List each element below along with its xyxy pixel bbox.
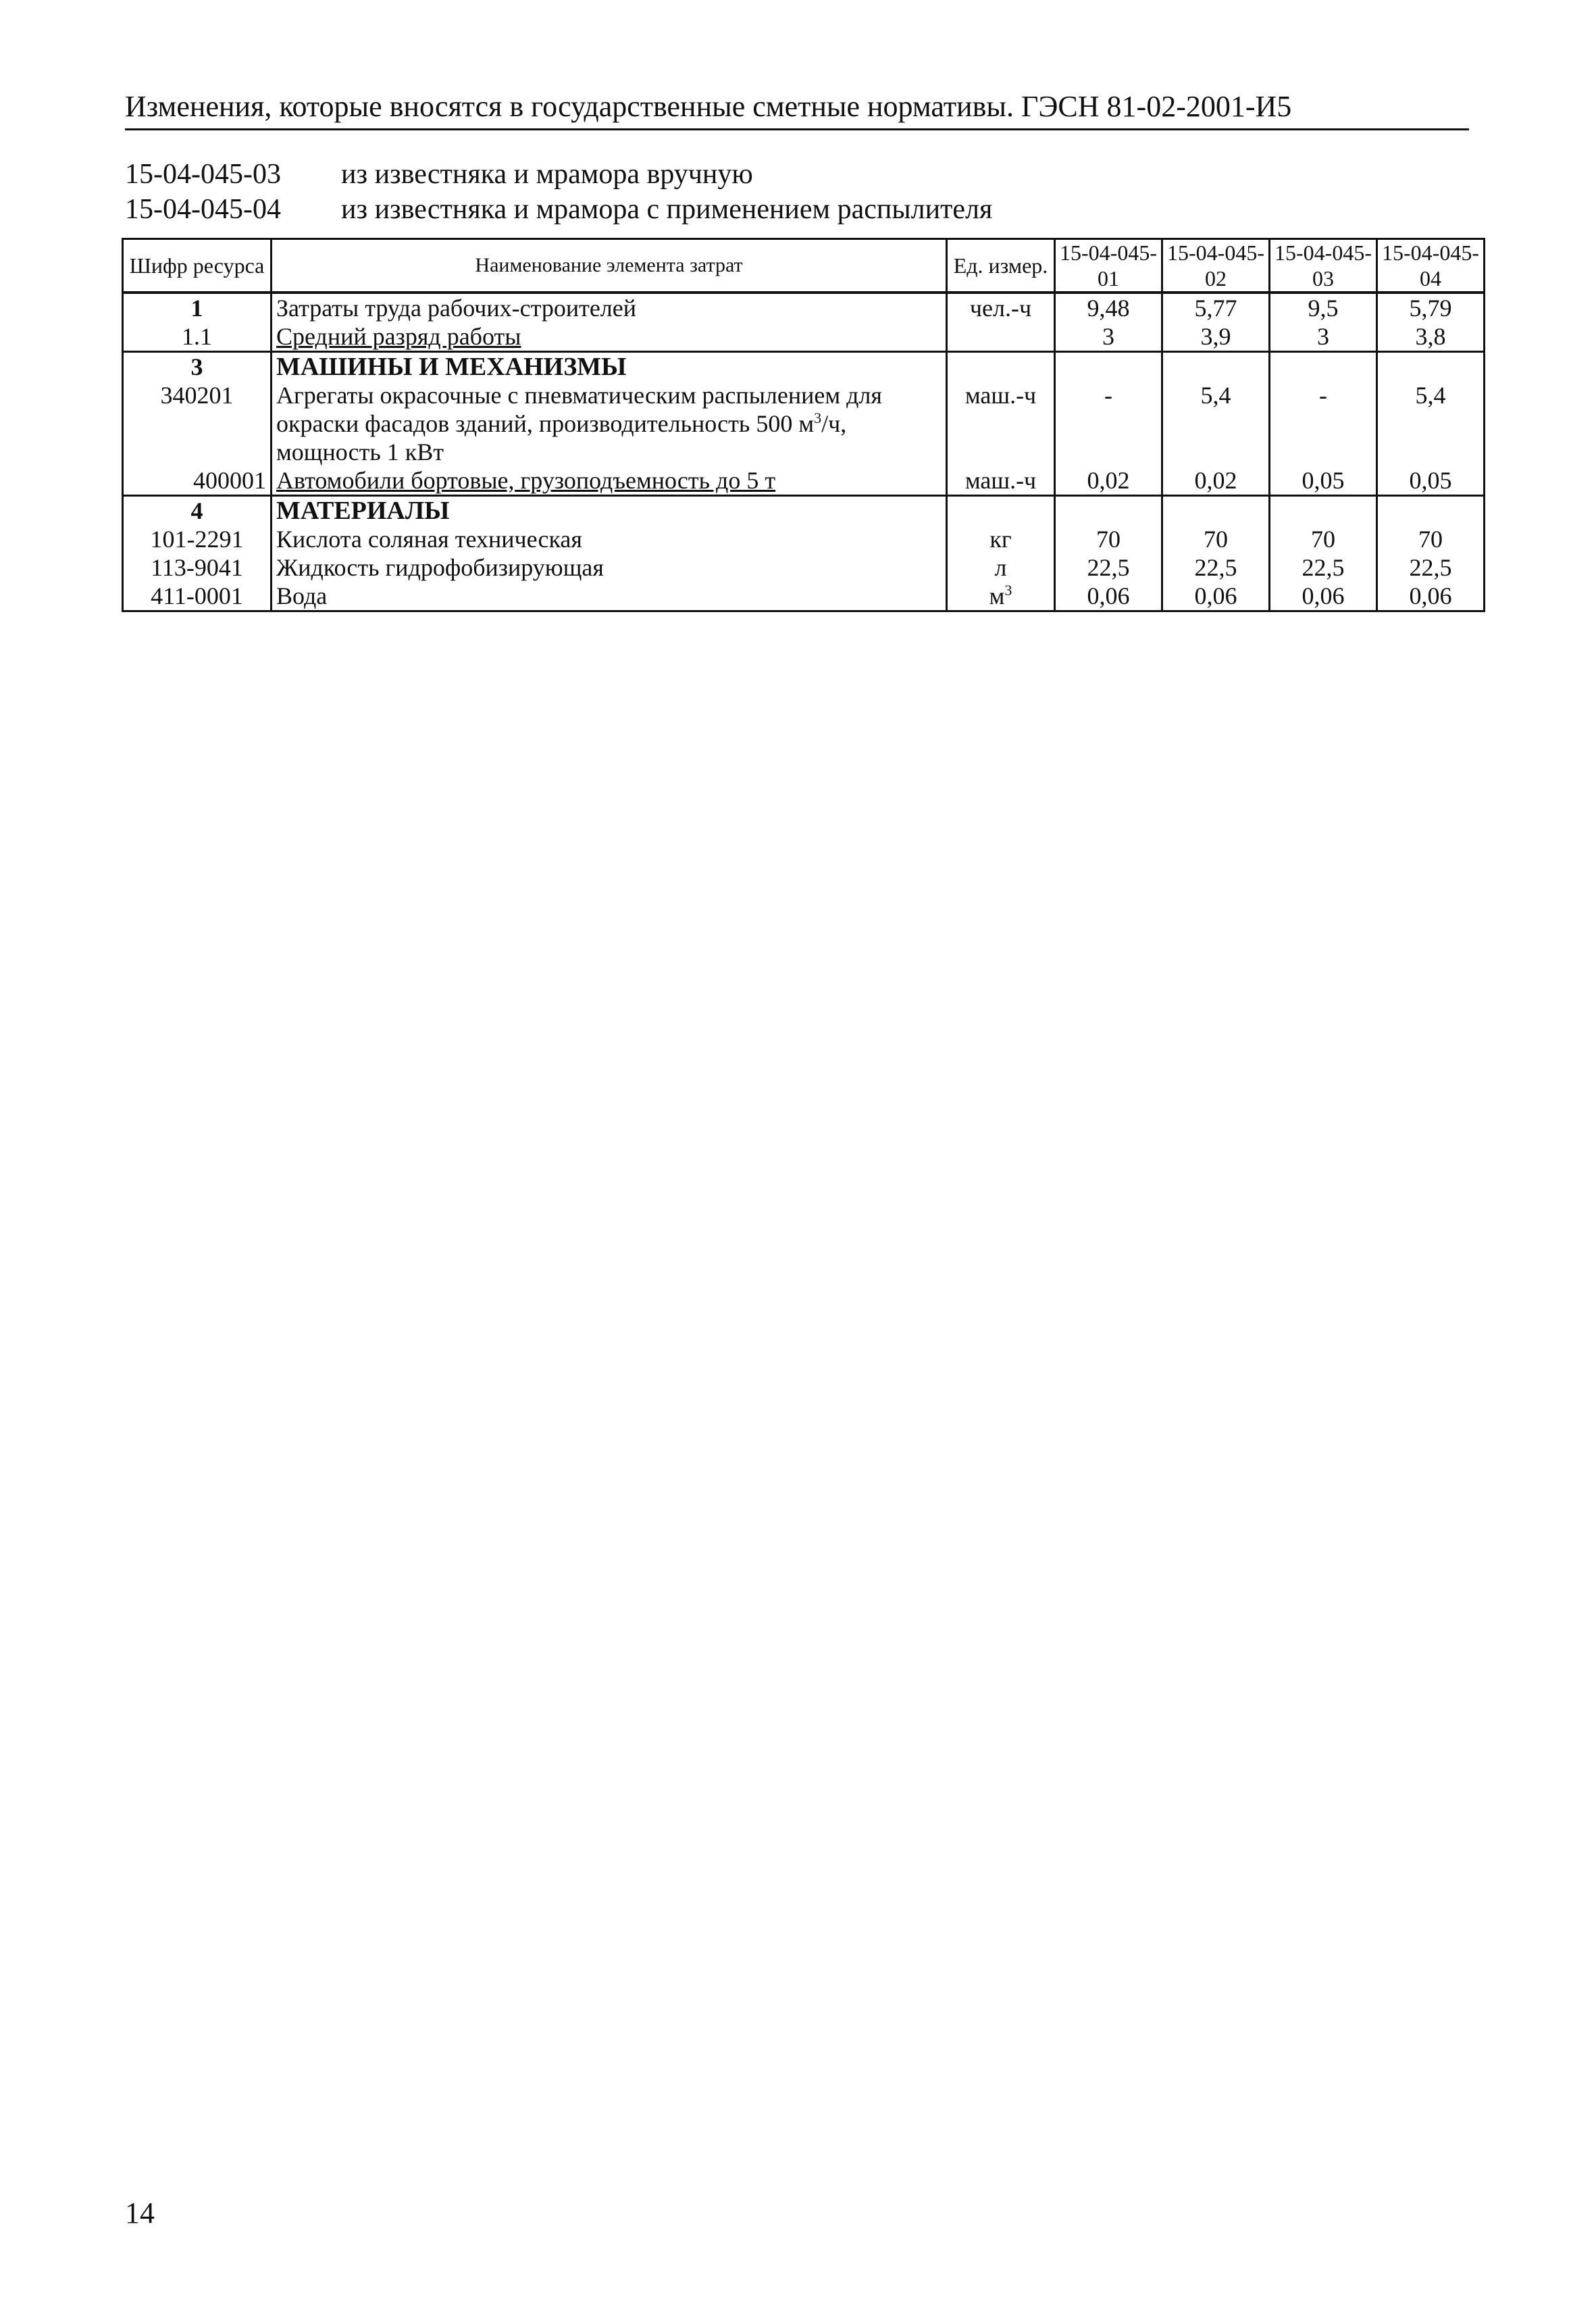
value-cell: 70 xyxy=(1377,525,1485,553)
section-title: МАТЕРИАЛЫ xyxy=(272,496,947,526)
norm-code-line xyxy=(125,192,1469,227)
table-row xyxy=(123,525,1485,553)
value-cell: 5,77 xyxy=(1162,293,1270,322)
superscript: 3 xyxy=(1004,582,1012,599)
table-row xyxy=(123,582,1485,611)
resource-table xyxy=(122,238,1485,612)
empty-cell xyxy=(947,496,1055,526)
empty-cell xyxy=(947,352,1055,382)
resource-unit: кг xyxy=(947,525,1055,553)
resource-code: 400001 xyxy=(123,466,272,496)
empty-cell xyxy=(1270,352,1377,382)
header-col-4: 15-04-045-04 xyxy=(1377,239,1485,293)
value-cell: 3,9 xyxy=(1162,322,1270,352)
value-cell: - xyxy=(1055,381,1162,466)
resource-unit: маш.-ч xyxy=(947,381,1055,466)
page-header: Изменения, которые вносятся в государственные сметные нормативы. ГЭСН 81-02-2001-И5 xyxy=(125,86,1469,130)
resource-name-text: Автомобили бортовые, грузоподъемность до 5 т xyxy=(276,467,776,494)
value-cell: 22,5 xyxy=(1377,553,1485,582)
resource-unit xyxy=(947,322,1055,352)
section-code: 3 xyxy=(123,352,272,382)
value-cell: 3 xyxy=(1270,322,1377,352)
table-row xyxy=(123,466,1485,496)
resource-unit: чел.-ч xyxy=(947,293,1055,322)
resource-name-part: /ч, xyxy=(821,410,847,437)
value-cell: 70 xyxy=(1270,525,1377,553)
resource-name-part: окраски фасадов зданий, производительность 500 м xyxy=(276,410,815,437)
value-cell: 0,02 xyxy=(1055,466,1162,496)
resource-unit: маш.-ч xyxy=(947,466,1055,496)
value-cell: - xyxy=(1270,381,1377,466)
empty-cell xyxy=(1055,352,1162,382)
resource-code: 113-9041 xyxy=(123,553,272,582)
resource-name-line: мощность 1 кВт xyxy=(276,438,444,466)
value-cell: 9,5 xyxy=(1270,293,1377,322)
resource-name: Затраты труда рабочих-строителей xyxy=(272,293,947,322)
section-code: 4 xyxy=(123,496,272,526)
empty-cell xyxy=(1055,496,1162,526)
value-cell: 0,06 xyxy=(1055,582,1162,611)
resource-code: 1.1 xyxy=(123,322,272,352)
resource-name: Вода xyxy=(272,582,947,611)
header-col-1: 15-04-045-01 xyxy=(1055,239,1162,293)
norm-code: 15-04-045-04 xyxy=(125,194,281,225)
resource-name-text: Средний разряд работы xyxy=(276,323,521,350)
resource-code: 1 xyxy=(123,293,272,322)
header-unit: Ед. измер. xyxy=(947,239,1055,293)
resource-name: Жидкость гидрофобизирующая xyxy=(272,553,947,582)
empty-cell xyxy=(1377,496,1485,526)
value-cell: 22,5 xyxy=(1162,553,1270,582)
value-cell: 22,5 xyxy=(1270,553,1377,582)
value-cell: 22,5 xyxy=(1055,553,1162,582)
value-cell: 0,05 xyxy=(1377,466,1485,496)
resource-name-line xyxy=(276,409,942,438)
value-cell: 9,48 xyxy=(1055,293,1162,322)
value-cell: 0,05 xyxy=(1270,466,1377,496)
value-cell: 0,06 xyxy=(1270,582,1377,611)
value-cell: 0,02 xyxy=(1162,466,1270,496)
value-cell: 70 xyxy=(1055,525,1162,553)
resource-unit: л xyxy=(947,553,1055,582)
table-row xyxy=(123,381,1485,466)
empty-cell xyxy=(1162,496,1270,526)
resource-name xyxy=(272,322,947,352)
header-col-2: 15-04-045-02 xyxy=(1162,239,1270,293)
norm-code-line xyxy=(125,157,1469,192)
unit-text: м xyxy=(989,582,1005,609)
norm-description: из известняка и мрамора с применением распылителя xyxy=(341,194,993,225)
header-col-3: 15-04-045-03 xyxy=(1270,239,1377,293)
table-row xyxy=(123,553,1485,582)
header-code: Шифр ресурса xyxy=(123,239,272,293)
value-cell: 5,4 xyxy=(1377,381,1485,466)
norm-description: из известняка и мрамора вручную xyxy=(341,159,753,190)
table-row xyxy=(123,293,1485,322)
empty-cell xyxy=(1377,352,1485,382)
resource-code: 101-2291 xyxy=(123,525,272,553)
resource-name-line: Агрегаты окрасочные с пневматическим распылением для xyxy=(276,382,882,409)
section-title: МАШИНЫ И МЕХАНИЗМЫ xyxy=(272,352,947,382)
value-cell: 0,06 xyxy=(1162,582,1270,611)
norm-code-list xyxy=(125,157,1469,227)
page-number: 14 xyxy=(125,2196,155,2230)
resource-code: 340201 xyxy=(123,381,272,466)
resource-unit xyxy=(947,582,1055,611)
value-cell: 3 xyxy=(1055,322,1162,352)
value-cell: 3,8 xyxy=(1377,322,1485,352)
value-cell: 70 xyxy=(1162,525,1270,553)
norm-code: 15-04-045-03 xyxy=(125,159,281,190)
resource-name: Кислота соляная техническая xyxy=(272,525,947,553)
table-header-row xyxy=(123,239,1485,293)
section-row xyxy=(123,496,1485,526)
table-row xyxy=(123,322,1485,352)
section-row xyxy=(123,352,1485,382)
value-cell: 0,06 xyxy=(1377,582,1485,611)
resource-code: 411-0001 xyxy=(123,582,272,611)
empty-cell xyxy=(1270,496,1377,526)
header-name: Наименование элемента затрат xyxy=(272,239,947,293)
superscript: 3 xyxy=(814,409,822,426)
resource-name xyxy=(272,466,947,496)
value-cell: 5,4 xyxy=(1162,381,1270,466)
resource-name xyxy=(272,381,947,466)
value-cell: 5,79 xyxy=(1377,293,1485,322)
empty-cell xyxy=(1162,352,1270,382)
